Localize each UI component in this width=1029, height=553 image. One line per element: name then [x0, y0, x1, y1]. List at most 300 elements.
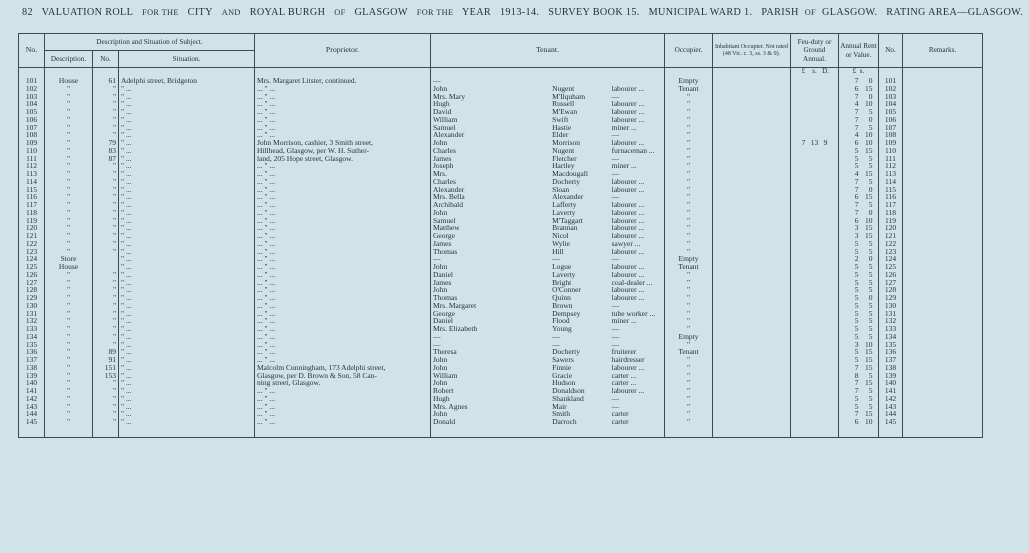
tenant-first-name: Theresa [433, 347, 457, 357]
row-description: " [45, 279, 93, 287]
row-proprietor: ... " ... [255, 108, 431, 116]
row-inhabitant [713, 372, 791, 380]
row-occupier: " [665, 139, 713, 147]
row-number: " [93, 248, 119, 256]
row-number: " [93, 279, 119, 287]
row-no: 132 [19, 317, 45, 325]
row-feu [791, 387, 839, 395]
row-no2: 143 [879, 403, 903, 411]
row-inhabitant [713, 302, 791, 310]
row-situation: " ... [119, 286, 255, 294]
row-feu [791, 263, 839, 271]
table-row [19, 379, 983, 387]
row-number: 79 [93, 139, 119, 147]
row-feu [791, 403, 839, 411]
row-no2: 140 [879, 379, 903, 387]
row-no: 106 [19, 116, 45, 124]
row-remarks [903, 170, 983, 178]
row-no2: 128 [879, 286, 903, 294]
header-ward: MUNICIPAL WARD 1. [648, 7, 753, 18]
row-no2: 105 [879, 108, 903, 116]
row-no2: 144 [879, 410, 903, 418]
row-proprietor: Hillhead, Glasgow, per W. H. Suther- [255, 147, 431, 155]
row-occupier: " [665, 403, 713, 411]
row-feu [791, 294, 839, 302]
row-remarks [903, 317, 983, 325]
row-situation: " ... [119, 170, 255, 178]
row-feu [791, 155, 839, 163]
rent-shillings: 15 [865, 378, 873, 388]
row-no: 111 [19, 155, 45, 163]
row-remarks [903, 93, 983, 101]
row-feu [791, 279, 839, 287]
row-no2: 118 [879, 209, 903, 217]
tenant-last-name: M'Ilquham [552, 91, 586, 101]
header-title: VALUATION ROLL [41, 7, 134, 18]
row-occupier: " [665, 341, 713, 349]
rent-pounds: 5 [854, 401, 859, 411]
header-word: FOR THE [416, 8, 454, 17]
row-description: " [45, 395, 93, 403]
row-proprietor: Malcolm Cunningham, 173 Adelphi street, [255, 364, 431, 372]
row-inhabitant [713, 364, 791, 372]
row-inhabitant [713, 131, 791, 139]
table-row [19, 116, 983, 124]
tenant-first-name: John [433, 138, 448, 147]
row-number: " [93, 379, 119, 387]
row-number: 151 [93, 364, 119, 372]
row-remarks [903, 372, 983, 380]
rent-shillings: 0 [868, 293, 873, 302]
rent-shillings: 15 [865, 362, 873, 372]
tenant-last-name: Hartley [552, 161, 575, 171]
rent-shillings: 0 [868, 254, 873, 264]
tenant-occupation: labourer ... [611, 269, 645, 279]
row-remarks [903, 77, 983, 85]
tenant-first-name: Archibald [433, 200, 463, 209]
row-inhabitant [713, 170, 791, 178]
row-description: " [45, 147, 93, 155]
row-no: 116 [19, 193, 45, 201]
tenant-first-name: John [433, 262, 448, 271]
row-no2: 142 [879, 395, 903, 403]
row-proprietor: land, 205 Hope street, Glasgow. [255, 155, 431, 163]
table-row [19, 333, 983, 341]
tenant-first-name: James [433, 238, 452, 248]
row-remarks [903, 395, 983, 403]
tenant-occupation: labourer ... [611, 223, 645, 233]
row-no: 108 [19, 131, 45, 139]
row-inhabitant [713, 85, 791, 93]
row-no: 107 [19, 124, 45, 132]
col-no2: No. [879, 34, 903, 68]
tenant-first-name: Alexander [433, 184, 465, 194]
rent-pounds: 5 [854, 393, 859, 403]
tenant-last-name: Laverty [552, 207, 576, 217]
col-inhabitant: Inhabitant Occupier. Not rated (48 Vic. c. 3, ss. 3 & 9). [713, 34, 791, 68]
row-no2: 131 [879, 310, 903, 318]
row-situation: " ... [119, 209, 255, 217]
row-feu [791, 333, 839, 341]
row-description: " [45, 139, 93, 147]
row-situation: " ... [119, 348, 255, 356]
row-number: " [93, 224, 119, 232]
row-number: 91 [93, 356, 119, 364]
row-no2: 102 [879, 85, 903, 93]
row-number: " [93, 116, 119, 124]
row-proprietor: ning street, Glasgow. [255, 379, 431, 387]
rent-shillings: 5 [868, 308, 873, 318]
row-no: 143 [19, 403, 45, 411]
table-row [19, 302, 983, 310]
tenant-last-name: Wylie [552, 238, 570, 248]
rent-pounds: 7 [854, 91, 859, 101]
rent-pounds: 5 [854, 293, 859, 302]
row-description: " [45, 170, 93, 178]
row-occupier: " [665, 372, 713, 380]
row-feu [791, 286, 839, 294]
tenant-last-name: Nugent [552, 83, 575, 93]
row-situation: " ... [119, 162, 255, 170]
row-remarks [903, 186, 983, 194]
row-proprietor: ... " ... [255, 271, 431, 279]
row-remarks [903, 193, 983, 201]
row-feu [791, 364, 839, 372]
row-no2: 136 [879, 348, 903, 356]
row-no2: 133 [879, 325, 903, 333]
tenant-last-name: Donaldson [552, 386, 585, 395]
row-no2: 115 [879, 186, 903, 194]
rent-shillings: 0 [868, 184, 873, 194]
row-occupier: " [665, 178, 713, 186]
row-proprietor: ... " ... [255, 410, 431, 418]
table-row [19, 100, 983, 108]
tenant-last-name: Quinn [552, 293, 571, 302]
tenant-last-name: Brown [552, 300, 573, 310]
row-inhabitant [713, 108, 791, 116]
tenant-first-name: Mrs. Elizabeth [433, 324, 478, 333]
row-inhabitant [713, 418, 791, 426]
row-no2: 120 [879, 224, 903, 232]
feu-pence: 9 [823, 138, 828, 147]
row-number: 61 [93, 77, 119, 85]
row-number: " [93, 294, 119, 302]
row-number: " [93, 240, 119, 248]
row-remarks [903, 155, 983, 163]
tenant-first-name: William [433, 370, 458, 380]
row-no: 131 [19, 310, 45, 318]
tenant-first-name: John [433, 83, 448, 93]
rent-pounds: 4 [854, 99, 859, 109]
row-no: 120 [19, 224, 45, 232]
tenant-last-name: M'Ewan [552, 107, 578, 116]
rent-shillings: 10 [865, 99, 873, 109]
rent-shillings: 10 [865, 215, 873, 225]
row-proprietor: ... " ... [255, 294, 431, 302]
row-no2: 119 [879, 217, 903, 225]
tenant-last-name: Russell [552, 99, 575, 109]
tenant-occupation: labourer ... [611, 362, 645, 372]
rent-pounds: 5 [854, 347, 859, 357]
rent-pounds: 5 [854, 238, 859, 248]
row-situation: " ... [119, 341, 255, 349]
row-feu [791, 193, 839, 201]
row-occupier: " [665, 193, 713, 201]
row-description: " [45, 232, 93, 240]
row-no2: 145 [879, 418, 903, 426]
row-no2: 106 [879, 116, 903, 124]
tenant-last-name: Bright [552, 277, 572, 287]
row-remarks [903, 364, 983, 372]
rent-shillings: 5 [868, 153, 873, 163]
rent-shillings: 5 [868, 401, 873, 411]
tenant-occupation: labourer ... [611, 114, 645, 124]
tenant-last-name: Hudson [552, 378, 576, 388]
row-remarks [903, 224, 983, 232]
tenant-last-name: Brannan [552, 223, 578, 233]
row-description: " [45, 116, 93, 124]
rent-pounds: 7 [854, 176, 859, 186]
row-number: " [93, 387, 119, 395]
rent-shillings: 0 [868, 207, 873, 217]
tenant-first-name: — [433, 331, 441, 341]
row-no: 103 [19, 93, 45, 101]
row-remarks [903, 263, 983, 271]
tenant-occupation: — [611, 339, 620, 349]
row-number: " [93, 325, 119, 333]
tenant-occupation: — [611, 401, 620, 411]
row-description: " [45, 341, 93, 349]
rent-shillings: 5 [868, 316, 873, 326]
table-row [19, 317, 983, 325]
page-header [22, 7, 1024, 18]
tenant-occupation: labourer ... [611, 207, 645, 217]
tenant-first-name: Mrs. Margaret [433, 300, 477, 310]
tenant-first-name: Daniel [433, 316, 453, 326]
table-row [19, 209, 983, 217]
table-row [19, 155, 983, 163]
rent-shillings: 0 [868, 76, 873, 85]
tenant-first-name: John [433, 207, 448, 217]
row-inhabitant [713, 271, 791, 279]
table-row [19, 93, 983, 101]
row-no2: 110 [879, 147, 903, 155]
rent-pounds: 4 [854, 169, 859, 178]
rent-shillings: 5 [868, 246, 873, 256]
tenant-last-name: Lafferty [552, 200, 577, 209]
row-feu [791, 418, 839, 426]
row-inhabitant [713, 325, 791, 333]
rent-pounds: 4 [854, 130, 859, 140]
row-situation: " ... [119, 302, 255, 310]
row-inhabitant [713, 255, 791, 263]
row-number: " [93, 217, 119, 225]
row-occupier: " [665, 147, 713, 155]
row-situation: " ... [119, 85, 255, 93]
row-no: 141 [19, 387, 45, 395]
tenant-last-name: Hastie [552, 122, 572, 132]
rent-pounds: 6 [854, 215, 859, 225]
row-situation: " ... [119, 418, 255, 426]
rent-shillings: 5 [868, 393, 873, 403]
row-number: " [93, 124, 119, 132]
row-occupier: " [665, 217, 713, 225]
table-row [19, 186, 983, 194]
rent-pounds: 5 [854, 285, 859, 295]
row-no2: 103 [879, 93, 903, 101]
rent-pounds: 7 [854, 409, 859, 419]
tenant-first-name: John [433, 362, 448, 372]
row-inhabitant [713, 387, 791, 395]
row-description: " [45, 162, 93, 170]
row-inhabitant [713, 348, 791, 356]
row-situation: " ... [119, 100, 255, 108]
row-no2: 141 [879, 387, 903, 395]
row-inhabitant [713, 410, 791, 418]
tenant-first-name: Daniel [433, 269, 453, 279]
row-occupier: " [665, 271, 713, 279]
row-remarks [903, 108, 983, 116]
rent-shillings: 5 [868, 122, 873, 132]
rent-shillings: 15 [865, 223, 873, 233]
tenant-occupation: labourer ... [611, 246, 645, 256]
row-no2: 108 [879, 131, 903, 139]
tenant-first-name: George [433, 308, 455, 318]
row-inhabitant [713, 100, 791, 108]
row-feu [791, 255, 839, 263]
table-row [19, 403, 983, 411]
row-no: 105 [19, 108, 45, 116]
header-word: YEAR [461, 7, 492, 18]
row-inhabitant [713, 240, 791, 248]
row-situation: " ... [119, 263, 255, 271]
header-word: CITY [187, 7, 213, 18]
tenant-last-name: Hill [552, 246, 564, 256]
row-description: " [45, 108, 93, 116]
row-inhabitant [713, 201, 791, 209]
row-inhabitant [713, 147, 791, 155]
tenant-occupation: — [611, 393, 620, 403]
header-survey: SURVEY BOOK 15. [548, 7, 640, 18]
row-proprietor: ... " ... [255, 116, 431, 124]
row-proprietor: ... " ... [255, 387, 431, 395]
row-occupier: Empty [665, 255, 713, 263]
row-inhabitant [713, 186, 791, 194]
col-tenant: Tenant. [431, 34, 665, 68]
row-description: " [45, 294, 93, 302]
rent-shillings: 5 [868, 200, 873, 209]
row-no: 114 [19, 178, 45, 186]
rent-shillings: 5 [868, 238, 873, 248]
row-number: " [93, 333, 119, 341]
tenant-occupation: fruiterer [611, 347, 637, 357]
row-feu [791, 224, 839, 232]
tenant-first-name: James [433, 277, 452, 287]
tenant-last-name: Nicol [552, 231, 569, 240]
tenant-last-name: M'Taggart [552, 215, 583, 225]
row-feu [791, 77, 839, 85]
row-rent [839, 418, 879, 426]
rent-pounds: 5 [854, 161, 859, 171]
tenant-first-name: Mrs. Agnes [433, 401, 468, 411]
table-row [19, 240, 983, 248]
row-tenant [431, 248, 665, 256]
rent-shillings: 15 [865, 347, 873, 357]
tenant-first-name: Mrs. Mary [433, 91, 466, 101]
row-description: House [45, 263, 93, 271]
rent-shillings: 5 [868, 269, 873, 279]
table-row [19, 410, 983, 418]
tenant-occupation: labourer ... [611, 285, 645, 295]
row-tenant [431, 85, 665, 93]
row-occupier: " [665, 294, 713, 302]
table-row [19, 201, 983, 209]
col-num: No. [93, 51, 119, 68]
tenant-last-name: Finnie [552, 362, 572, 372]
row-remarks [903, 147, 983, 155]
tenant-last-name: Docherty [552, 347, 580, 357]
table-row [19, 85, 983, 93]
row-proprietor: ... " ... [255, 418, 431, 426]
row-occupier: " [665, 325, 713, 333]
row-remarks [903, 240, 983, 248]
row-occupier: Tenant [665, 263, 713, 271]
row-no: 136 [19, 348, 45, 356]
row-feu [791, 85, 839, 93]
row-proprietor: ... " ... [255, 201, 431, 209]
row-number: " [93, 131, 119, 139]
row-occupier: " [665, 387, 713, 395]
rent-pounds: 5 [854, 300, 859, 310]
header-year: 1913-14. [499, 7, 540, 18]
row-no: 113 [19, 170, 45, 178]
row-description: " [45, 201, 93, 209]
row-occupier: Tenant [665, 85, 713, 93]
row-occupier: " [665, 224, 713, 232]
tenant-occupation: carter [611, 417, 629, 426]
rent-pounds: 8 [854, 370, 859, 380]
row-number: 83 [93, 147, 119, 155]
row-description: " [45, 410, 93, 418]
row-situation: " ... [119, 139, 255, 147]
row-situation: " ... [119, 217, 255, 225]
rent-shillings: 10 [865, 339, 873, 349]
row-occupier: " [665, 379, 713, 387]
row-number: " [93, 271, 119, 279]
rent-pounds: 5 [854, 331, 859, 341]
row-occupier: " [665, 395, 713, 403]
row-no2: 111 [879, 155, 903, 163]
row-proprietor: ... " ... [255, 178, 431, 186]
row-proprietor: ... " ... [255, 310, 431, 318]
row-situation: " ... [119, 271, 255, 279]
row-number: " [93, 209, 119, 217]
rent-shillings: 15 [865, 169, 873, 178]
row-occupier: " [665, 201, 713, 209]
row-no: 129 [19, 294, 45, 302]
row-description: " [45, 93, 93, 101]
col-feu: Feu-duty or Ground Annual. [791, 34, 839, 68]
row-proprietor: ... " ... [255, 263, 431, 271]
row-no2: 134 [879, 333, 903, 341]
row-remarks [903, 271, 983, 279]
row-feu [791, 209, 839, 217]
tenant-first-name: Hugh [433, 99, 450, 109]
row-occupier: " [665, 286, 713, 294]
tenant-last-name: Elder [552, 130, 569, 140]
row-situation: " ... [119, 395, 255, 403]
row-occupier: " [665, 317, 713, 325]
